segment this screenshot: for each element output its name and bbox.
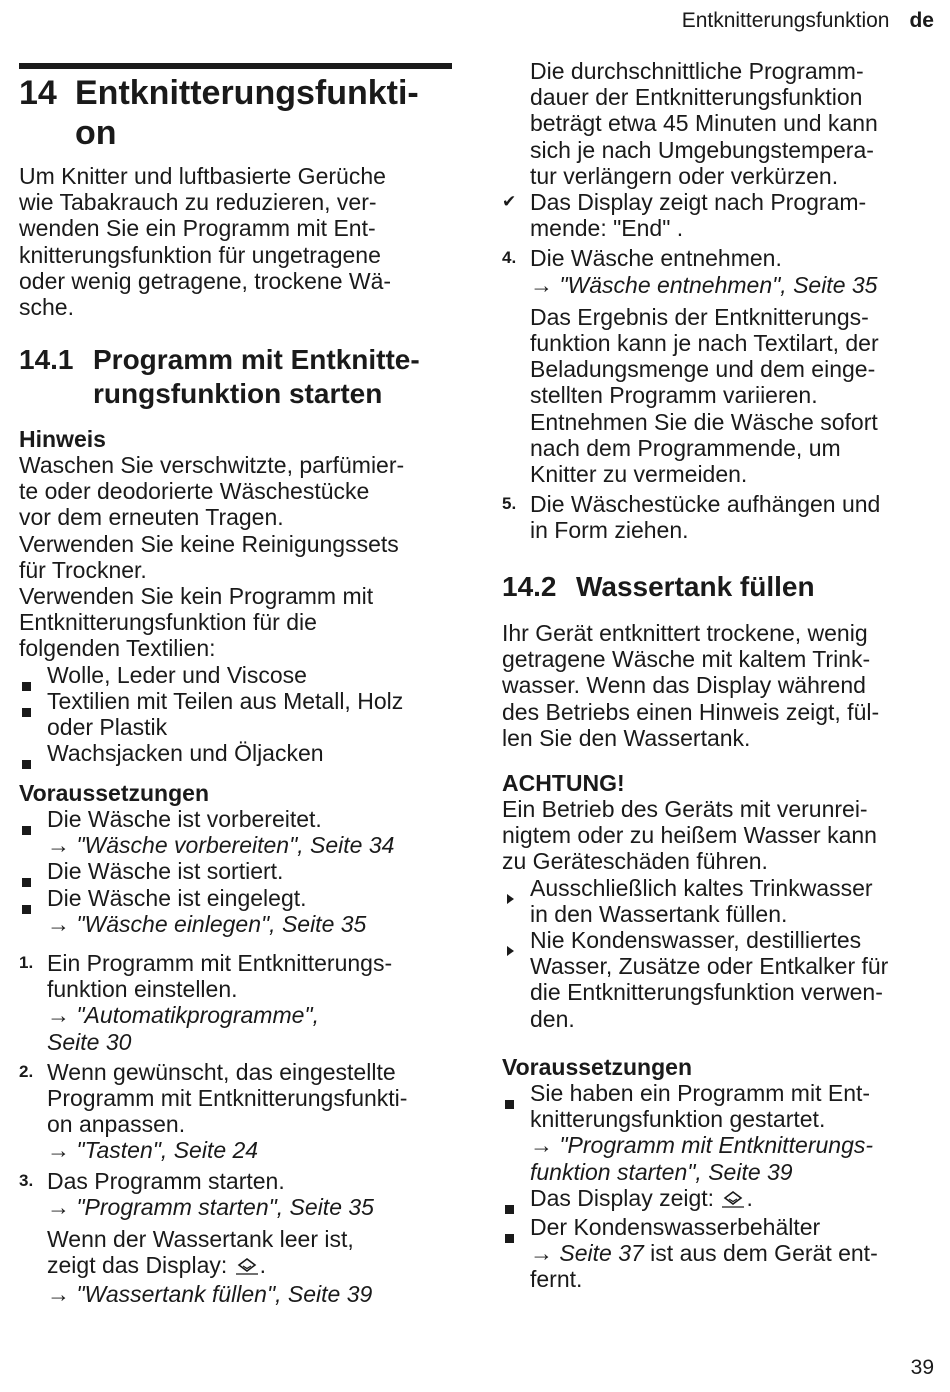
triangle-bullet-icon [507, 946, 514, 956]
cross-reference-link[interactable]: → "Automatikprogramme", Seite 30 [47, 1002, 319, 1055]
bullet-square-icon [505, 1205, 514, 1214]
duration-note [502, 58, 938, 544]
cross-reference-link[interactable]: → "Wäsche einlegen", Seite 35 [47, 910, 367, 937]
arrow-icon: → [47, 1281, 70, 1308]
cross-reference-link[interactable]: → "Wassertank füllen", Seite 39 [47, 1281, 373, 1308]
step-item: 4. Die Wäsche entnehmen. → "Wäsche entnehmen", Seite 35 [502, 245, 878, 298]
step-item: 3. Das Programm starten. → "Programm starten", Seite 35 [19, 1167, 374, 1220]
cross-reference-link[interactable]: → "Wäsche entnehmen", Seite 35 [530, 271, 878, 298]
water-tank-empty-icon [234, 1255, 260, 1281]
section-14-2-intro: Ihr Gerät entknittert trockene, wenig getragene Wäsche mit kaltem Trink- wasser. Wenn das Display während des Betriebs einen Hinweis zeigt, fül- len Sie den Wassertank. [502, 620, 880, 751]
step-note: Die durchschnittliche Programm- dauer der Entknitterungsfunktion beträgt etwa 45 Minuten und kann sich je nach Umgebungstempera- tur verlängern oder verkürzen. [530, 58, 878, 189]
cross-reference-link[interactable]: → "Wäsche vorbereiten", Seite 34 [47, 832, 395, 859]
intro-line: sche. [19, 294, 74, 321]
running-header [682, 8, 934, 34]
section-title-line2: rungsfunktion starten [93, 378, 383, 409]
note-line: Verwenden Sie keine Reinigungssets [19, 530, 399, 557]
list-item: Sie haben ein Programm mit Ent- knitterungsfunktion gestartet. → "Programm mit Entknitterungs- funktion starten", Seite 39 [502, 1080, 938, 1185]
list-item: Das Display zeigt: . [502, 1185, 938, 1214]
arrow-icon: → [530, 1132, 553, 1159]
note-line: te oder deodorierte Wäschestücke [19, 478, 370, 505]
step-number: 3. [19, 1170, 34, 1190]
list-item: Wolle, Leder und Viscose [19, 662, 457, 688]
bullet-square-icon [505, 1100, 514, 1109]
bullet-square-icon [22, 905, 31, 914]
intro-paragraph [19, 163, 457, 320]
intro-line: oder wenig getragene, trockene Wä- [19, 267, 392, 294]
section-title: Wassertank füllen [576, 571, 815, 602]
arrow-icon: → [47, 832, 70, 859]
step-number: 2. [19, 1061, 34, 1081]
list-item: Wachsjacken und Öljacken [19, 740, 457, 766]
list-item: Ausschließlich kaltes Trinkwasser in den Wassertank füllen. [502, 875, 938, 927]
step-item: 5. Die Wäschestücke aufhängen und in Form ziehen. [502, 491, 881, 544]
list-item: Die Wäsche ist eingelegt. → "Wäsche einlegen", Seite 35 [19, 885, 457, 937]
cross-reference-link[interactable]: → "Tasten", Seite 24 [47, 1137, 259, 1164]
header-language: de [909, 9, 934, 32]
chapter-title [19, 73, 419, 153]
arrow-icon: → [530, 271, 553, 298]
arrow-icon: → [530, 1240, 553, 1267]
note-line: vor dem erneuten Tragen. [19, 504, 284, 531]
note-line: für Trockner. [19, 556, 147, 583]
triangle-bullet-icon [507, 894, 514, 904]
prerequisites-block [19, 780, 457, 937]
bullet-square-icon [505, 1234, 514, 1243]
intro-line: wie Tabakrauch zu reduzieren, ver- [19, 189, 377, 216]
prereq-label: Voraussetzungen [19, 780, 209, 806]
warning-block: ACHTUNG! Ein Betrieb des Geräts mit verunrei- nigtem oder zu heißem Wasser kann zu Geräteschäden führen. Ausschließlich kaltes Trinkwasser in den Wassertank füllen. Nie Kondenswasser, destilliertes Wasser, Zusätze oder Entkalker für die Entknitterungsfunktion verwen- den. [502, 770, 938, 1032]
intro-line: Um Knitter und luftbasierte Gerüche [19, 163, 386, 189]
bullet-square-icon [22, 826, 31, 835]
step-item: 1. Ein Programm mit Entknitterungs- funktion einstellen. → "Automatikprogramme", Seite 30 [19, 950, 393, 1055]
intro-line: wenden Sie ein Programm mit Ent- [19, 215, 376, 242]
prerequisites-block [502, 1054, 938, 1293]
chapter-number: 14 [19, 74, 57, 112]
chapter-title-line2: on [75, 114, 117, 152]
list-item: Der Kondenswasserbehälter → Seite 37 ist aus dem Gerät ent- fernt. [502, 1214, 938, 1293]
note-label: Hinweis [19, 426, 106, 452]
bullet-square-icon [22, 708, 31, 717]
water-tank-empty-icon [720, 1188, 746, 1214]
section-number: 14.2 [502, 571, 557, 602]
note-line: folgenden Textilien: [19, 635, 216, 662]
step-note: Wenn der Wassertank leer ist, zeigt das Display: . → "Wassertank füllen", Seite 39 [47, 1226, 373, 1308]
arrow-icon: → [47, 1002, 70, 1029]
bullet-square-icon [22, 760, 31, 769]
chapter-title-line1: Entknitterungsfunkti- [75, 74, 419, 112]
chapter-rule [19, 63, 452, 69]
cross-reference-link[interactable]: → Seite 37 [530, 1240, 644, 1267]
note-line: Waschen Sie verschwitzte, parfümier- [19, 452, 405, 478]
step-item: 2. Wenn gewünscht, das eingestellte Programm mit Entknitterungsfunkti- on anpassen. → "Tasten", Seite 24 [19, 1058, 408, 1164]
note-block [19, 426, 457, 766]
list-item: Die Wäsche ist vorbereitet. → "Wäsche vorbereiten", Seite 34 [19, 806, 457, 858]
note-line: Verwenden Sie kein Programm mit [19, 583, 374, 610]
arrow-icon: → [47, 910, 70, 937]
list-item: Die Wäsche ist sortiert. [19, 858, 457, 884]
step-number: 1. [19, 953, 34, 972]
header-section-title: Entknitterungsfunktion [681, 9, 890, 32]
arrow-icon: → [47, 1193, 70, 1220]
steps-block [19, 950, 457, 1308]
page-number: 39 [910, 1356, 934, 1379]
cross-reference-link[interactable]: → "Programm mit Entknitterungs- funktion starten", Seite 39 [530, 1132, 874, 1185]
warning-label: ACHTUNG! [502, 770, 625, 796]
check-icon: ✔ [502, 192, 517, 212]
section-14-1-heading [19, 343, 457, 411]
result-item: ✔ Das Display zeigt nach Program- mende: "End" . [502, 189, 867, 242]
arrow-icon: → [47, 1137, 70, 1164]
list-item: Textilien mit Teilen aus Metall, Holz oder Plastik [19, 688, 457, 740]
section-number: 14.1 [19, 344, 74, 375]
section-14-2-heading [502, 570, 938, 604]
section-title-line1: Programm mit Entknitte- [93, 344, 420, 375]
cross-reference-link[interactable]: → "Programm starten", Seite 35 [47, 1193, 374, 1220]
list-item: Nie Kondenswasser, destilliertes Wasser, Zusätze oder Entkalker für die Entknitterungsfunktion verwen- den. [502, 927, 938, 1032]
step-note: Das Ergebnis der Entknitterungs- funktion kann je nach Textilart, der Beladungsmenge und dem einge- stellten Programm variieren. Entnehmen Sie die Wäsche sofort nach dem Programmende, um Knitter zu vermeiden. [530, 303, 879, 488]
prereq-label: Voraussetzungen [502, 1054, 692, 1080]
step-number: 5. [502, 494, 517, 514]
step-number: 4. [502, 248, 517, 268]
intro-line: knitterungsfunktion für ungetragene [19, 241, 381, 268]
note-line: Entknitterungsfunktion für die [19, 609, 317, 636]
